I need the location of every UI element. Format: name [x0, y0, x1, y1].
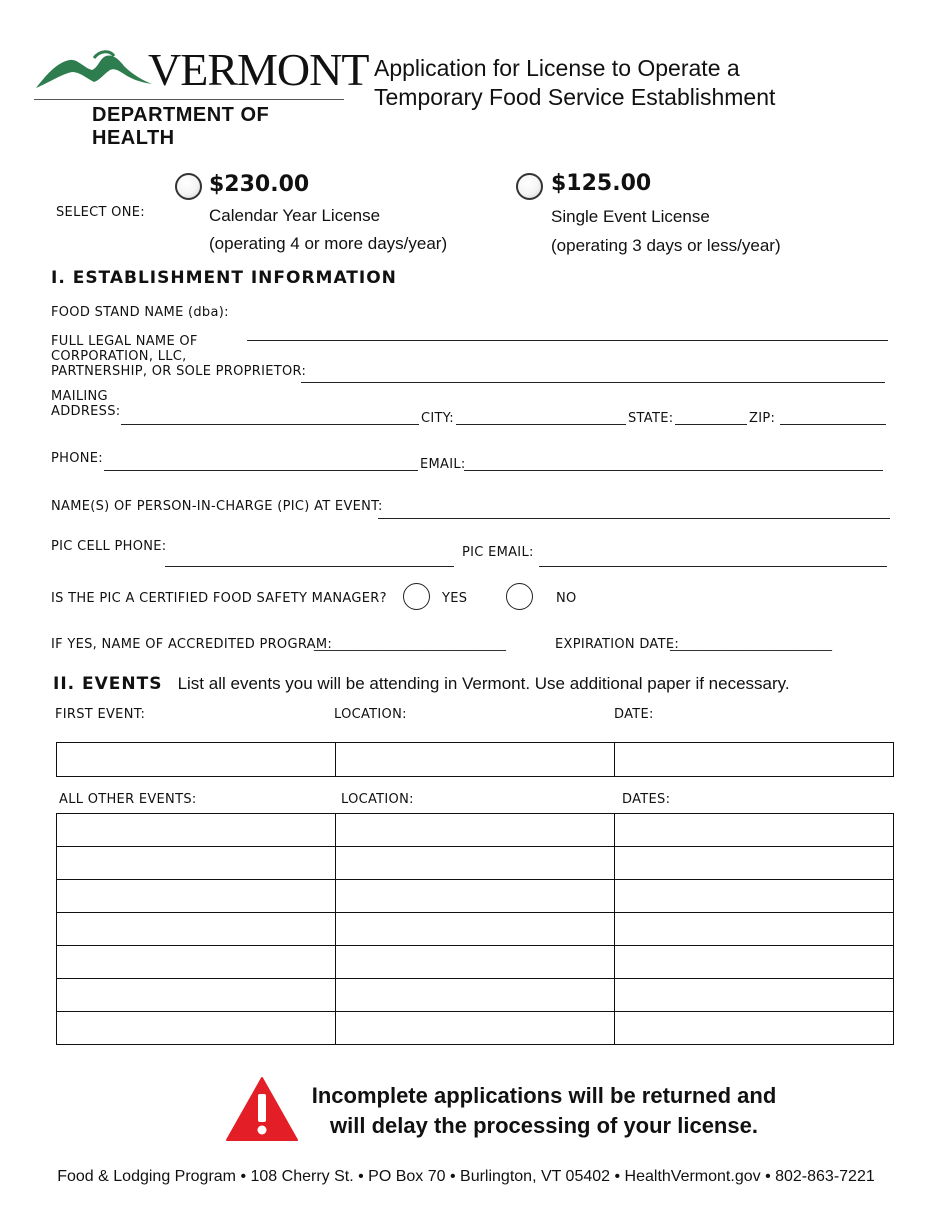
- accredited-program-blank[interactable]: ________________________________: [314, 637, 506, 651]
- calendar-year-radio[interactable]: [175, 173, 202, 200]
- event-cell[interactable]: [57, 979, 336, 1012]
- legal-name-label-line3: PARTNERSHIP, OR SOLE PROPRIETOR:: [51, 364, 307, 379]
- calendar-year-name: Calendar Year License: [209, 206, 381, 225]
- dates-cell[interactable]: [615, 979, 894, 1012]
- logo-divider: [34, 99, 344, 100]
- expiration-date-label: EXPIRATION DATE:: [555, 637, 680, 652]
- certified-no-radio[interactable]: [506, 583, 533, 610]
- all-other-events-label: ALL OTHER EVENTS:: [59, 792, 197, 807]
- legal-name-input[interactable]: [301, 360, 889, 384]
- dates-cell[interactable]: [615, 913, 894, 946]
- city-label: CITY:: [421, 411, 454, 426]
- city-input[interactable]: [456, 402, 630, 426]
- warning-message: [304, 1081, 784, 1141]
- table-row: [57, 814, 894, 847]
- mailing-label-line2: ADDRESS:: [51, 404, 121, 419]
- table-row: [57, 946, 894, 979]
- pic-email-label: PIC EMAIL:: [462, 545, 534, 560]
- dates-cell[interactable]: [615, 1012, 894, 1045]
- phone-label: PHONE:: [51, 451, 103, 466]
- certified-question-label: IS THE PIC A CERTIFIED FOOD SAFETY MANAGER?: [51, 591, 387, 606]
- legal-name-label-line2: CORPORATION, LLC,: [51, 349, 187, 364]
- table-row: [57, 1012, 894, 1045]
- other-events-table: [56, 813, 894, 1045]
- location-cell[interactable]: [336, 847, 615, 880]
- location-cell[interactable]: [336, 979, 615, 1012]
- pic-names-input[interactable]: [378, 496, 894, 520]
- other-events-dates-label: DATES:: [622, 792, 671, 807]
- event-cell[interactable]: [57, 847, 336, 880]
- dates-cell[interactable]: [615, 814, 894, 847]
- form-title-line2: Temporary Food Service Establishment: [374, 84, 776, 110]
- food-stand-name-label: FOOD STAND NAME (dba):: [51, 305, 229, 320]
- dates-cell[interactable]: [615, 880, 894, 913]
- vermont-mountain-logo-icon: [34, 48, 154, 92]
- table-row: [57, 880, 894, 913]
- pic-cell-label: PIC CELL PHONE:: [51, 539, 167, 554]
- calendar-year-price: $230.00: [209, 172, 310, 197]
- location-cell[interactable]: [336, 814, 615, 847]
- dates-cell[interactable]: [615, 847, 894, 880]
- form-title: [374, 54, 775, 112]
- email-label: EMAIL:: [420, 457, 466, 472]
- zip-input[interactable]: [780, 402, 890, 426]
- table-row: [57, 743, 894, 777]
- first-event-table: [56, 742, 894, 777]
- department-name: DEPARTMENT OF HEALTH: [92, 104, 270, 149]
- location-cell[interactable]: [336, 1012, 615, 1045]
- event-cell[interactable]: [57, 814, 336, 847]
- warning-line2: will delay the processing of your license.: [330, 1113, 758, 1138]
- mailing-label-line1: MAILING: [51, 389, 108, 404]
- single-event-radio[interactable]: [516, 173, 543, 200]
- phone-input[interactable]: [104, 448, 422, 472]
- event-cell[interactable]: [57, 1012, 336, 1045]
- single-event-detail: (operating 3 days or less/year): [551, 236, 781, 255]
- first-event-date-cell[interactable]: [615, 743, 894, 777]
- accredited-program-label: IF YES, NAME OF ACCREDITED PROGRAM:: [51, 637, 333, 652]
- first-event-location-label: LOCATION:: [334, 707, 407, 722]
- legal-name-label: [51, 334, 306, 379]
- event-cell[interactable]: [57, 946, 336, 979]
- dates-cell[interactable]: [615, 946, 894, 979]
- table-row: [57, 913, 894, 946]
- food-stand-name-input[interactable]: [247, 318, 892, 342]
- footer-contact: Food & Lodging Program • 108 Cherry St. • PO Box 70 • Burlington, VT 05402 • HealthVermont.gov • 802-863-7221: [57, 1168, 875, 1185]
- state-label: STATE:: [628, 411, 674, 426]
- first-event-date-label: DATE:: [614, 707, 654, 722]
- pic-email-input[interactable]: [539, 544, 891, 568]
- location-cell[interactable]: [336, 880, 615, 913]
- location-cell[interactable]: [336, 946, 615, 979]
- agency-name: VERMONT: [148, 44, 369, 95]
- certified-yes-label: YES: [442, 591, 468, 606]
- section2-header: [53, 674, 790, 694]
- section2-instructions: List all events you will be attending in Vermont. Use additional paper if necessary.: [177, 674, 790, 693]
- other-events-location-label: LOCATION:: [341, 792, 414, 807]
- table-row: [57, 847, 894, 880]
- first-event-cell[interactable]: [57, 743, 336, 777]
- zip-label: ZIP:: [749, 411, 776, 426]
- form-title-line1: Application for License to Operate a: [374, 55, 740, 81]
- location-cell[interactable]: [336, 913, 615, 946]
- expiration-date-blank[interactable]: ___________________________: [670, 637, 832, 651]
- warning-icon: [225, 1076, 299, 1142]
- legal-name-label-line1: FULL LEGAL NAME OF: [51, 334, 198, 349]
- logo: [34, 44, 369, 149]
- table-row: [57, 979, 894, 1012]
- calendar-year-detail: (operating 4 or more days/year): [209, 234, 448, 253]
- first-event-location-cell[interactable]: [336, 743, 615, 777]
- event-cell[interactable]: [57, 913, 336, 946]
- state-input[interactable]: [675, 402, 751, 426]
- warning-line1: Incomplete applications will be returned and: [311, 1083, 777, 1108]
- pic-cell-input[interactable]: [165, 544, 458, 568]
- select-one-label: SELECT ONE:: [56, 205, 145, 220]
- event-cell[interactable]: [57, 880, 336, 913]
- certified-no-label: NO: [556, 591, 577, 606]
- first-event-label: FIRST EVENT:: [55, 707, 146, 722]
- single-event-price: $125.00: [551, 171, 652, 196]
- section1-title: I. ESTABLISHMENT INFORMATION: [51, 268, 397, 288]
- section2-title: II. EVENTS: [53, 674, 163, 694]
- pic-names-label: NAME(S) OF PERSON-IN-CHARGE (PIC) AT EVENT:: [51, 499, 383, 514]
- email-input[interactable]: [464, 448, 887, 472]
- single-event-name: Single Event License: [551, 207, 710, 226]
- mailing-address-label: [51, 389, 120, 419]
- certified-yes-radio[interactable]: [403, 583, 430, 610]
- mailing-address-input[interactable]: [121, 402, 423, 426]
